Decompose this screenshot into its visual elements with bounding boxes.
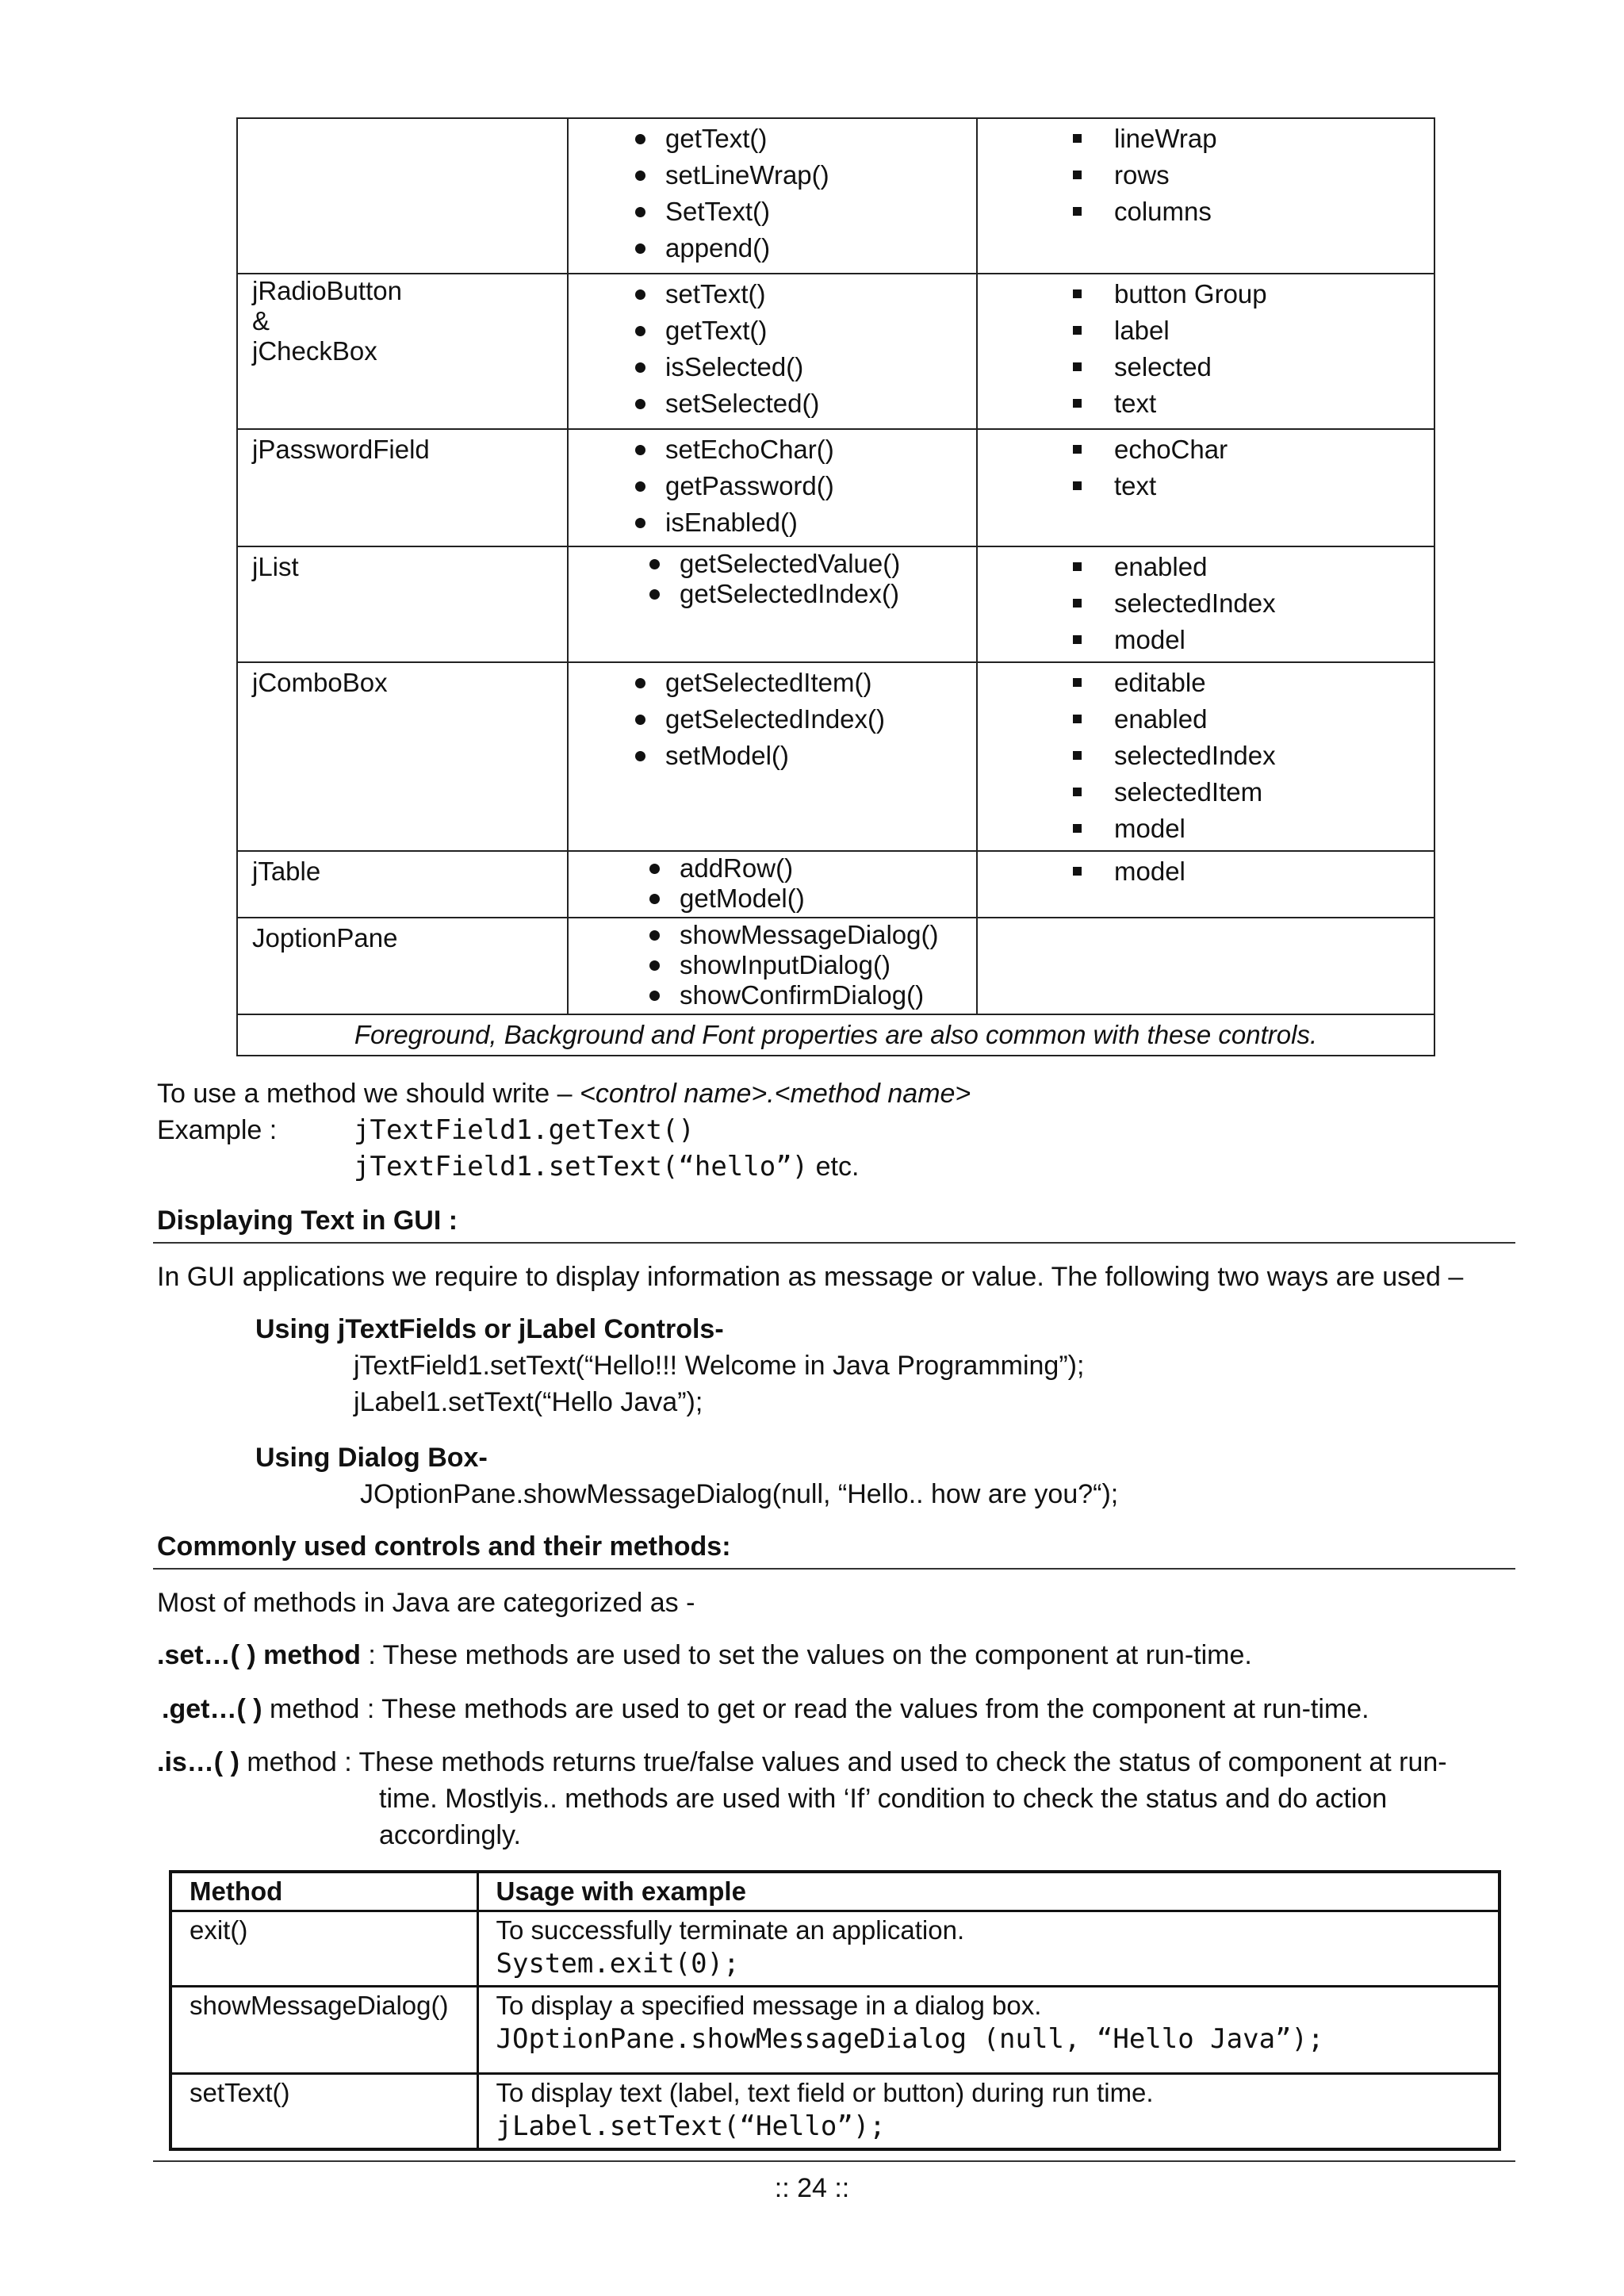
usage-intro-syntax: <control name>.<method name> (579, 1079, 971, 1109)
example-suffix: etc. (808, 1152, 860, 1182)
method-cell: showMessageDialog() (170, 1987, 477, 2074)
control-name: jComboBox (237, 662, 568, 851)
is-method-text-cont: time. Mostlyis.. methods are used with ‘If’ condition to check the status and do action (379, 1784, 1388, 1814)
table-row (237, 918, 1434, 1014)
method-item: showMessageDialog() (569, 920, 976, 950)
properties-cell (977, 851, 1434, 918)
property-item: model (978, 811, 1434, 847)
set-method-label: .set…( ) method (157, 1640, 361, 1670)
property-item: lineWrap (978, 121, 1434, 157)
methods-cell (568, 118, 977, 274)
method-table (169, 1870, 1501, 2151)
set-method-description (157, 1637, 1252, 1673)
methods-cell (568, 918, 977, 1014)
property-item: button Group (978, 276, 1434, 312)
method-item: addRow() (569, 853, 976, 884)
usage-intro-text: To use a method we should write – (157, 1079, 580, 1109)
properties-cell (977, 429, 1434, 546)
properties-cell (977, 274, 1434, 429)
method-item: getSelectedItem() (569, 665, 976, 701)
subsection-heading: Using Dialog Box- (255, 1443, 488, 1473)
properties-cell (977, 118, 1434, 274)
method-item: isSelected() (569, 349, 976, 385)
property-item: columns (978, 194, 1434, 230)
property-item: text (978, 468, 1434, 504)
section-divider (153, 1242, 1515, 1244)
usage-code: jLabel.setText(“Hello”); (496, 2110, 886, 2142)
usage-text: To successfully terminate an application. (496, 1915, 965, 1945)
method-item: getText() (569, 312, 976, 349)
method-item: setSelected() (569, 385, 976, 422)
usage-cell (477, 1911, 1500, 1987)
properties-cell (977, 546, 1434, 662)
property-item: editable (978, 665, 1434, 701)
table-row (237, 429, 1434, 546)
method-item: getPassword() (569, 468, 976, 504)
is-method-text: method : These methods returns true/false values and used to check the status of component at run- (239, 1747, 1447, 1777)
section-heading: Displaying Text in GUI : (157, 1205, 458, 1236)
table-footer-note: Foreground, Background and Font properties are also common with these controls. (237, 1014, 1434, 1056)
method-item: isEnabled() (569, 504, 976, 541)
method-item: setLineWrap() (569, 157, 976, 194)
property-item: rows (978, 157, 1434, 194)
get-method-label: .get…( ) (162, 1694, 262, 1724)
code-line: JOptionPane.showMessageDialog(null, “Hello.. how are you?“); (360, 1479, 1119, 1509)
method-item: getModel() (569, 884, 976, 914)
method-item: setModel() (569, 738, 976, 774)
property-item: text (978, 385, 1434, 422)
properties-cell (977, 662, 1434, 851)
is-method-label: .is…( ) (157, 1747, 239, 1777)
method-item: showInputDialog() (569, 950, 976, 980)
property-item: label (978, 312, 1434, 349)
method-item: showConfirmDialog() (569, 980, 976, 1010)
properties-cell (977, 918, 1434, 1014)
usage-code: JOptionPane.showMessageDialog (null, “Hello Java”); (496, 2023, 1324, 2055)
property-item: model (978, 853, 1434, 890)
get-method-description (162, 1691, 1369, 1727)
is-method-description (157, 1744, 1447, 1780)
control-name: jPasswordField (237, 429, 568, 546)
property-item: model (978, 622, 1434, 658)
usage-intro (157, 1075, 971, 1112)
column-header: Usage with example (477, 1872, 1500, 1911)
usage-cell (477, 2074, 1500, 2149)
property-item: echoChar (978, 431, 1434, 468)
property-item: selectedIndex (978, 585, 1434, 622)
property-item: selectedIndex (978, 738, 1434, 774)
method-cell: exit() (170, 1911, 477, 1987)
methods-cell (568, 274, 977, 429)
control-name: jTable (237, 851, 568, 918)
usage-text: To display a specified message in a dialog box. (496, 1991, 1042, 2020)
method-item: append() (569, 230, 976, 266)
example-code-line: jTextField1.getText() (354, 1114, 695, 1146)
property-item: enabled (978, 549, 1434, 585)
code-line: jLabel1.setText(“Hello Java”); (354, 1387, 703, 1417)
property-item: enabled (978, 701, 1434, 738)
example-label: Example : (157, 1115, 278, 1145)
method-item: setEchoChar() (569, 431, 976, 468)
table-row (170, 2074, 1500, 2149)
is-method-text-cont: accordingly. (379, 1820, 521, 1850)
get-method-text: method : These methods are used to get or read the values from the component at run-time. (262, 1694, 1369, 1724)
table-row (237, 274, 1434, 429)
control-name (237, 118, 568, 274)
table-footer-row (237, 1014, 1434, 1056)
table-row (170, 1911, 1500, 1987)
property-item: selectedItem (978, 774, 1434, 811)
property-item: selected (978, 349, 1434, 385)
methods-cell (568, 851, 977, 918)
control-name: jRadioButton & jCheckBox (237, 274, 568, 429)
method-cell: setText() (170, 2074, 477, 2149)
display-intro: In GUI applications we require to display information as message or value. The following two ways are used – (157, 1262, 1464, 1292)
method-item: getSelectedIndex() (569, 579, 976, 609)
table-row (237, 662, 1434, 851)
table-row (237, 546, 1434, 662)
methods-cell (568, 662, 977, 851)
code-line: jTextField1.setText(“Hello!!! Welcome in Java Programming”); (354, 1351, 1085, 1381)
section-heading: Commonly used controls and their methods: (157, 1531, 731, 1562)
method-item: SetText() (569, 194, 976, 230)
method-item: setText() (569, 276, 976, 312)
table-row (237, 851, 1434, 918)
methods-cell (568, 546, 977, 662)
method-item: getSelectedIndex() (569, 701, 976, 738)
usage-code: System.exit(0); (496, 1948, 740, 1980)
footer-divider (153, 2160, 1515, 2162)
method-item: getSelectedValue() (569, 549, 976, 579)
control-name: jList (237, 546, 568, 662)
set-method-text: : These methods are used to set the values on the component at run-time. (360, 1640, 1252, 1670)
usage-cell (477, 1987, 1500, 2074)
controls-table (236, 117, 1435, 1056)
section-divider (153, 1568, 1515, 1570)
table-header-row (170, 1872, 1500, 1911)
example-line-2 (354, 1148, 859, 1185)
column-header: Method (170, 1872, 477, 1911)
methods-cell (568, 429, 977, 546)
methods-intro: Most of methods in Java are categorized as - (157, 1588, 695, 1618)
subsection-heading: Using jTextFields or jLabel Controls- (255, 1314, 724, 1344)
method-item: getText() (569, 121, 976, 157)
control-name: JoptionPane (237, 918, 568, 1014)
example-code-line: jTextField1.setText(“hello”) (354, 1151, 809, 1182)
page-number: :: 24 :: (774, 2173, 850, 2203)
table-row (237, 118, 1434, 274)
usage-text: To display text (label, text field or button) during run time. (496, 2078, 1154, 2107)
table-row (170, 1987, 1500, 2074)
